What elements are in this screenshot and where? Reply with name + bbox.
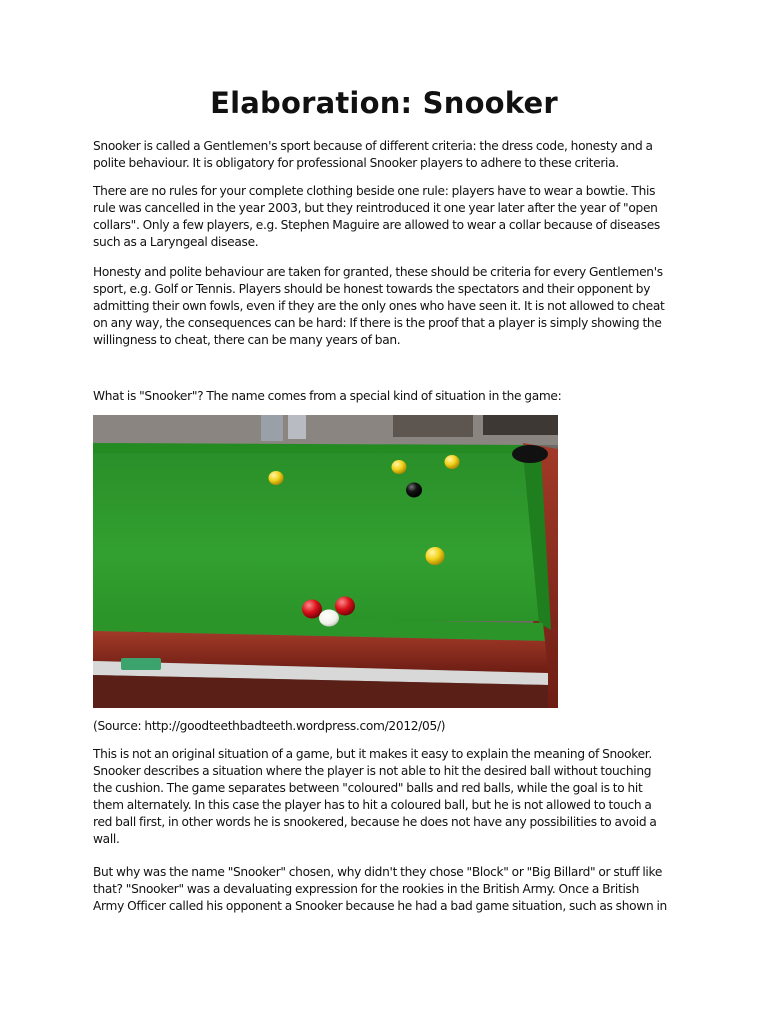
paragraph-explanation: This is not an original situation of a game, but it makes it easy to explain the meaning of Snooker. Snooker describes a situation where the player is not able to hit the desired ball without touching the cushion. The game separates between "coloured" balls and red balls, while the goal is to hit them alternately. In this case the player has to hit a coloured ball, but he is not allowed to touch a red ball first, in other words he is snookered, because he does not have any possibilities to avoid a wall. (93, 747, 657, 846)
snooker-table-photo (93, 415, 558, 708)
image-source-caption: (Source: http://goodteethbadteeth.wordpress.com/2012/05/) (93, 719, 446, 733)
document-title: Elaboration: Snooker (210, 86, 558, 120)
paragraph-dress-code: There are no rules for your complete clothing beside one rule: players have to wear a bowtie. This rule was cancelled in the year 2003, but they reintroduced it one year later after the year of "open collars". Only a few players, e.g. Stephen Maguire are allowed to wear a collar because of diseases such as a Laryngeal disease. (93, 184, 660, 249)
paragraph-intro: Snooker is called a Gentlemen's sport because of different criteria: the dress code, honesty and a polite behaviour. It is obligatory for professional Snooker players to adhere to these criteria. (93, 139, 653, 170)
paragraph-what-is-snooker: What is "Snooker"? The name comes from a special kind of situation in the game: (93, 389, 562, 403)
paragraph-name-origin: But why was the name "Snooker" chosen, why didn't they chose "Block" or "Big Billard" or stuff like that? "Snooker" was a devaluating expression for the rookies in the British Army. Once a British Army Officer called his opponent a Snooker because he had a bad game situation, such as shown in (93, 865, 667, 913)
paragraph-honesty: Honesty and polite behaviour are taken for granted, these should be criteria for every Gentlemen's sport, e.g. Golf or Tennis. Players should be honest towards the spectators and their opponent by admitting their own fowls, even if they are the only ones who have seen it. It is not allowed to cheat on any way, the consequences can be hard: If there is the proof that a player is simply showing the willingness to cheat, there can be many years of ban. (93, 265, 665, 347)
